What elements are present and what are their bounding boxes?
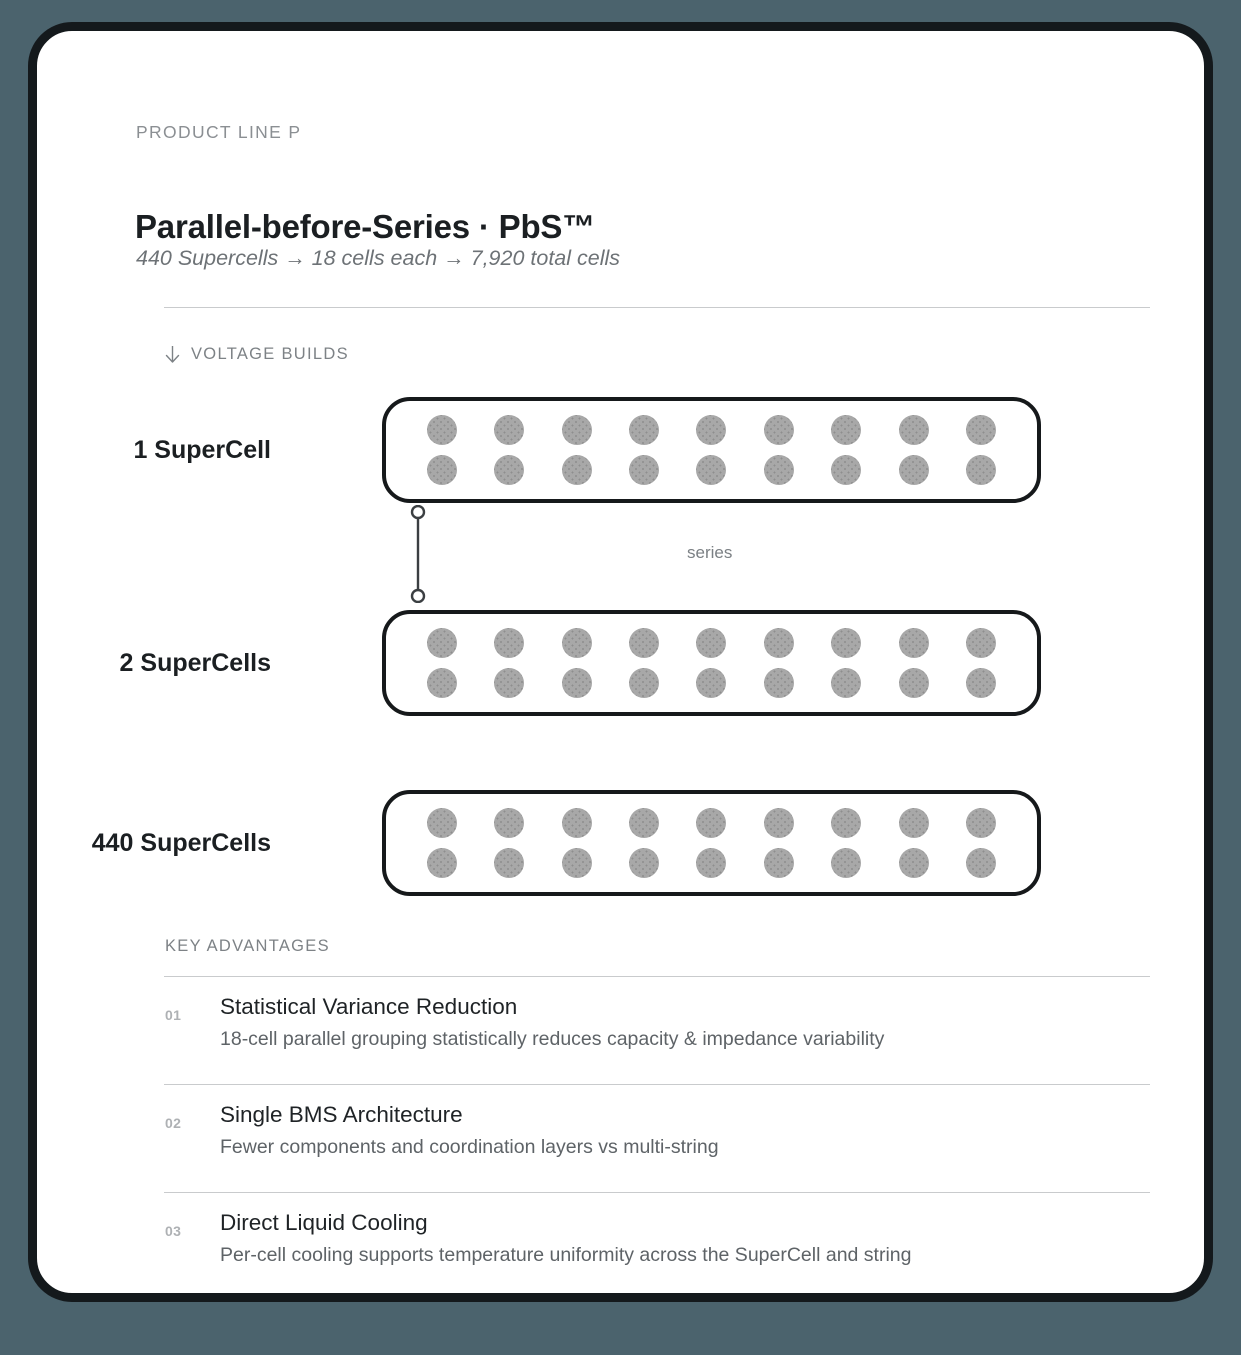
cell <box>494 455 524 485</box>
header-divider <box>164 307 1150 308</box>
cell <box>899 848 929 878</box>
supercell-pill[interactable] <box>382 397 1041 503</box>
series-connector-icon <box>410 505 426 603</box>
cell <box>562 415 592 445</box>
cell <box>427 848 457 878</box>
supercell-row-label: 440 SuperCells <box>91 828 271 857</box>
cell <box>966 808 996 838</box>
cell <box>899 628 929 658</box>
supercell-pill[interactable] <box>382 610 1041 716</box>
advantage-number: 01 <box>165 1007 182 1023</box>
cell <box>696 808 726 838</box>
cell <box>831 455 861 485</box>
cell <box>629 628 659 658</box>
cell <box>831 628 861 658</box>
advantage-divider <box>164 1192 1150 1193</box>
supercell-row-label: 1 SuperCell <box>133 435 271 464</box>
cell <box>696 668 726 698</box>
cell <box>966 668 996 698</box>
cell <box>899 415 929 445</box>
cell <box>831 415 861 445</box>
series-label: series <box>687 543 733 562</box>
cell <box>427 808 457 838</box>
cell <box>427 415 457 445</box>
cell <box>629 415 659 445</box>
cell <box>494 808 524 838</box>
page-title: Parallel-before-Series · PbS™ <box>135 208 596 246</box>
advantage-number: 03 <box>165 1223 182 1239</box>
cell <box>966 848 996 878</box>
voltage-builds-heading <box>165 345 349 364</box>
cell <box>899 668 929 698</box>
cell <box>764 415 794 445</box>
cell <box>562 808 592 838</box>
cell <box>629 808 659 838</box>
cell <box>494 628 524 658</box>
supercell-pill[interactable] <box>382 790 1041 896</box>
advantage-description: 18-cell parallel grouping statistically reduces capacity & impedance variability <box>220 1028 885 1050</box>
cell <box>427 668 457 698</box>
cell <box>764 455 794 485</box>
cell <box>494 848 524 878</box>
cell <box>966 455 996 485</box>
arrow-down-icon <box>165 346 180 363</box>
advantage-number: 02 <box>165 1115 182 1131</box>
cell <box>629 848 659 878</box>
advantage-divider <box>164 1084 1150 1085</box>
supercell-row <box>37 790 1204 896</box>
cell <box>764 848 794 878</box>
cell <box>966 628 996 658</box>
cell <box>899 808 929 838</box>
cell <box>831 848 861 878</box>
advantage-description: Fewer components and coordination layers vs multi-string <box>220 1136 719 1158</box>
cell <box>696 848 726 878</box>
cell <box>562 628 592 658</box>
cell <box>966 415 996 445</box>
cell <box>562 455 592 485</box>
cell-grid <box>386 614 1037 712</box>
cell <box>831 808 861 838</box>
product-card <box>28 22 1213 1302</box>
supercell-row-label: 2 SuperCells <box>119 648 271 677</box>
cell <box>427 628 457 658</box>
supercell-row <box>37 397 1204 503</box>
advantage-description: Per-cell cooling supports temperature uniformity across the SuperCell and string <box>220 1244 912 1266</box>
vertical-ellipsis-icon <box>382 729 1041 743</box>
cell <box>764 668 794 698</box>
cell <box>764 808 794 838</box>
advantage-title: Statistical Variance Reduction <box>220 994 518 1019</box>
cell <box>696 415 726 445</box>
cell <box>899 455 929 485</box>
page-subtitle: 440 Supercells → 18 cells each → 7,920 total cells <box>136 246 621 270</box>
cell <box>629 668 659 698</box>
cell <box>494 415 524 445</box>
cell-grid <box>386 401 1037 499</box>
advantage-divider <box>164 976 1150 977</box>
cell <box>764 628 794 658</box>
cell <box>696 455 726 485</box>
cell <box>696 628 726 658</box>
key-advantages-heading: KEY ADVANTAGES <box>165 937 330 955</box>
voltage-builds-label: VOLTAGE BUILDS <box>191 345 349 363</box>
cell <box>831 668 861 698</box>
advantage-title: Single BMS Architecture <box>220 1102 463 1127</box>
cell-grid <box>386 794 1037 892</box>
card-inner <box>37 31 1204 1293</box>
cell <box>494 668 524 698</box>
advantage-title: Direct Liquid Cooling <box>220 1210 428 1235</box>
cell <box>562 848 592 878</box>
cell <box>629 455 659 485</box>
cell <box>427 455 457 485</box>
cell <box>562 668 592 698</box>
eyebrow-label: PRODUCT LINE P <box>136 122 302 142</box>
supercell-row <box>37 610 1204 716</box>
